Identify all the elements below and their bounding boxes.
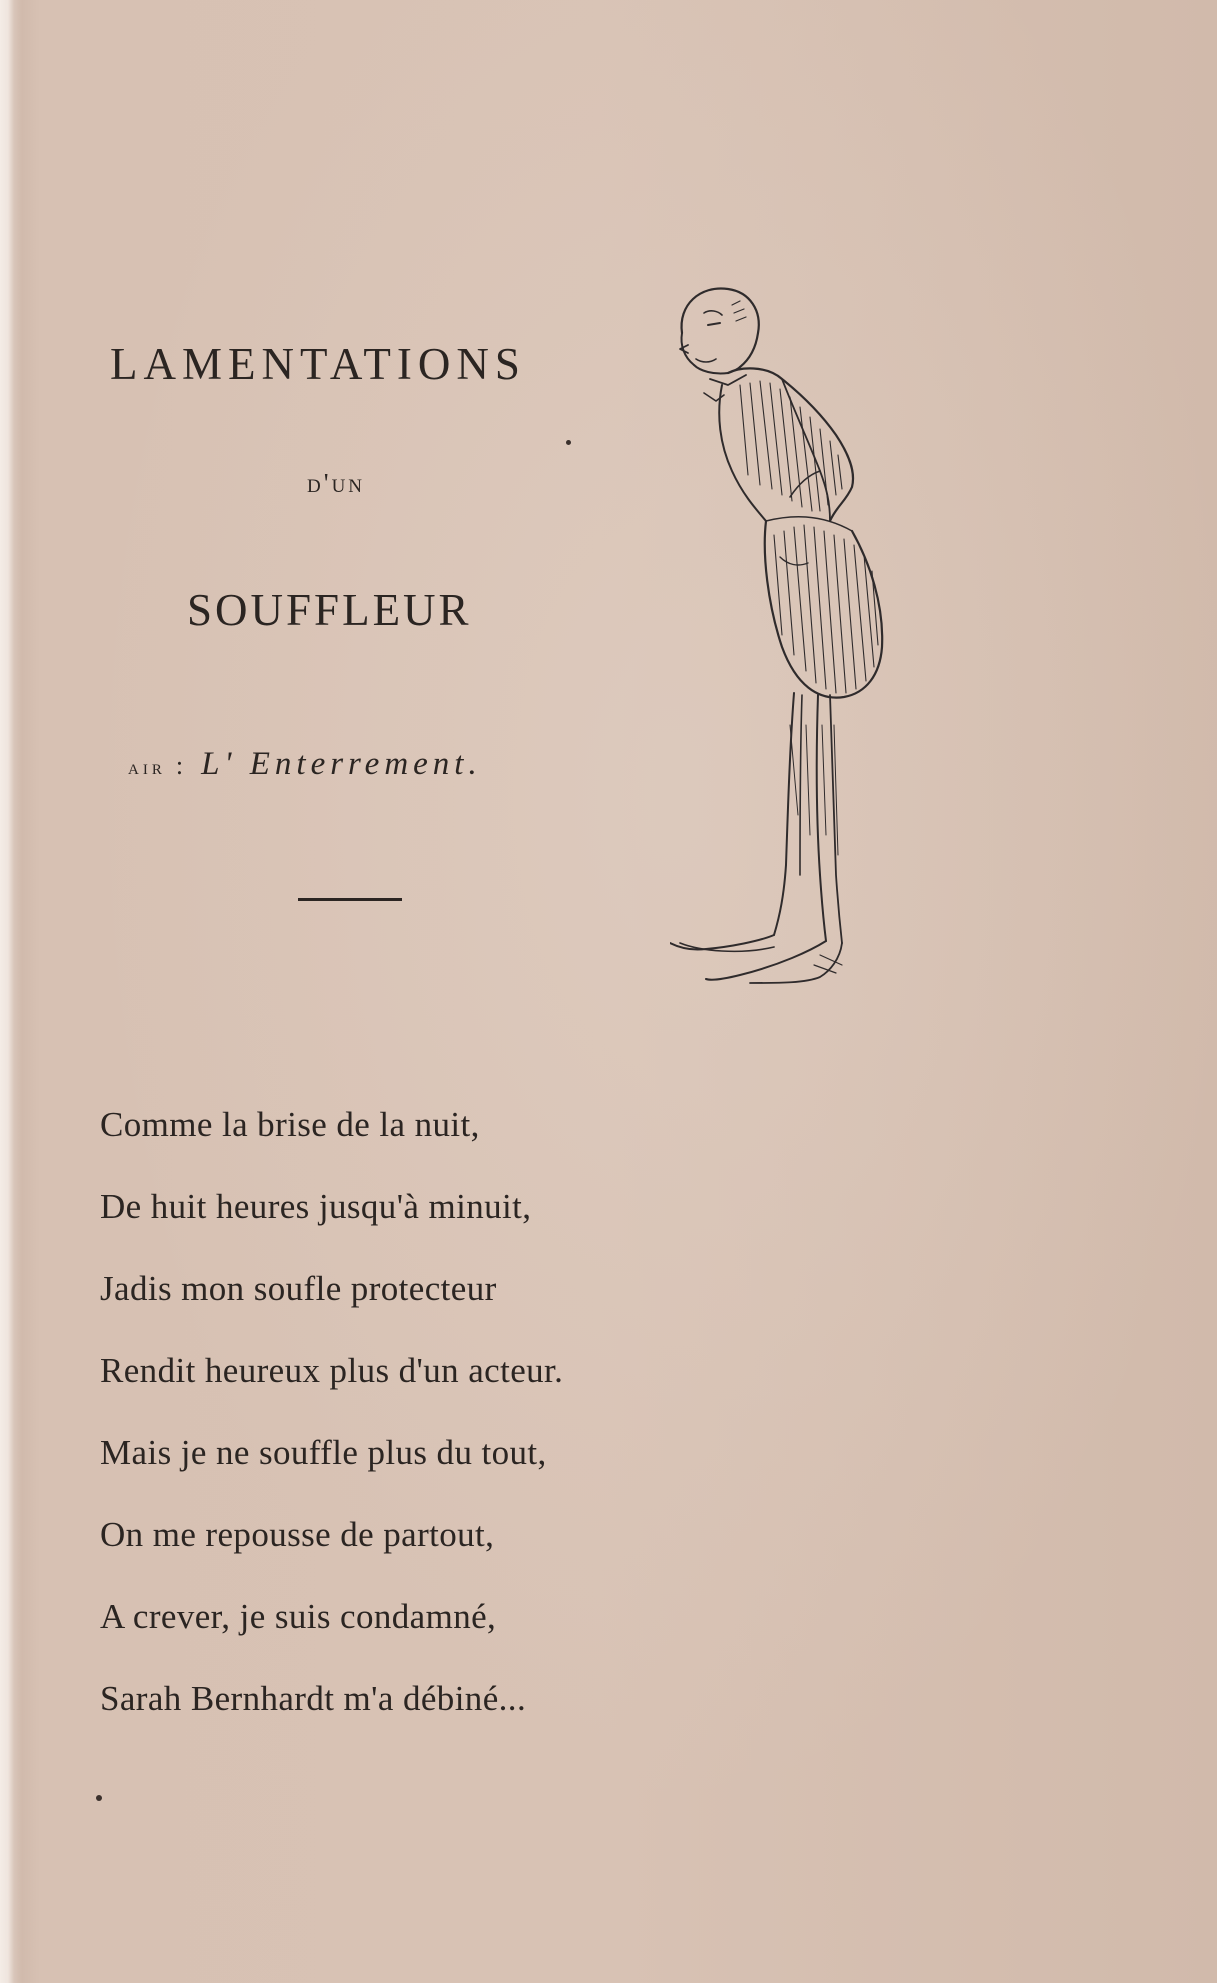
verse-line: Jadis mon soufle protecteur: [100, 1269, 497, 1308]
title-connector: d'un: [307, 468, 366, 498]
verse-line: Mais je ne souffle plus du tout,: [100, 1433, 547, 1472]
verse-line: On me repousse de partout,: [100, 1515, 495, 1554]
verse-list: [100, 1103, 563, 1759]
ink-speck: [566, 440, 571, 445]
tune-name: L' Enterrement.: [201, 746, 482, 782]
section-divider: [298, 898, 402, 901]
tune-label: air: [128, 754, 166, 779]
verse-line: Rendit heureux plus d'un acteur.: [100, 1351, 564, 1390]
verse-line: De huit heures jusqu'à minuit,: [100, 1187, 532, 1226]
page-gutter: [0, 0, 22, 1983]
page-title: LAMENTATIONS: [110, 339, 526, 389]
prompter-illustration: [670, 275, 950, 985]
page-subtitle: SOUFFLEUR: [187, 585, 472, 635]
verse-line: Comme la brise de la nuit,: [100, 1105, 480, 1144]
tune-separator: :: [175, 751, 184, 780]
verse-line: Sarah Bernhardt m'a débiné...: [100, 1679, 527, 1718]
tune-line: [128, 746, 482, 783]
ink-speck: [96, 1795, 102, 1801]
verse-line: A crever, je suis condamné,: [100, 1597, 497, 1636]
